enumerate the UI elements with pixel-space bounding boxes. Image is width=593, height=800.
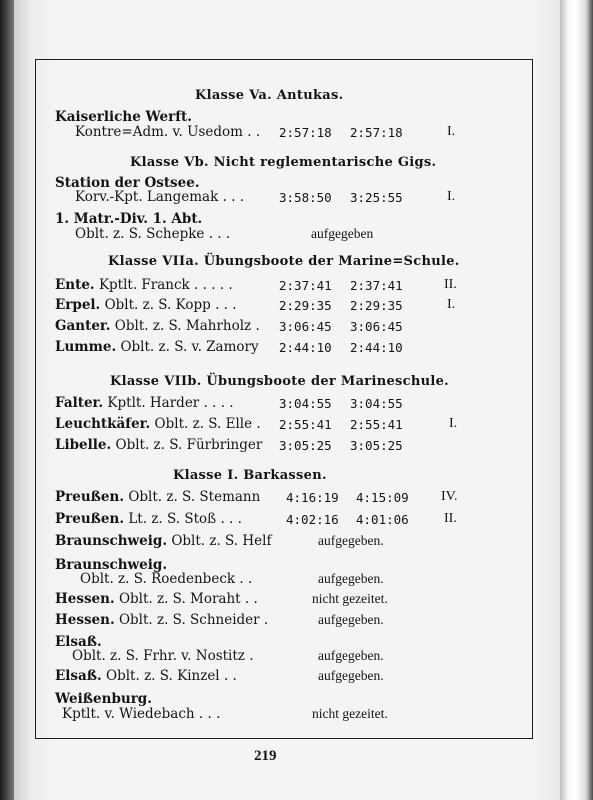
group-label: Kaiserliche Werft.: [55, 109, 192, 125]
group-label: Station der Ostsee.: [55, 175, 200, 191]
entry-name: Oblt. z. S. Frhr. v. Nostitz .: [72, 648, 254, 664]
time-elapsed: 2:55:41: [279, 417, 332, 432]
time-elapsed: 2:57:18: [279, 125, 332, 140]
status: aufgegeben.: [318, 571, 384, 586]
time-elapsed: 4:16:19: [286, 490, 339, 505]
entry-row: Lumme. Oblt. z. S. v. Zamory: [55, 339, 259, 355]
time-corrected: 3:04:55: [350, 396, 403, 411]
time-corrected: 4:01:06: [356, 512, 409, 527]
status: aufgegeben.: [318, 668, 384, 683]
boat-name: Elsaß.: [55, 634, 102, 650]
entry-name: Oblt. z. S. Roedenbeck . .: [80, 571, 253, 587]
entry-row: Elsaß. Oblt. z. S. Kinzel . .: [55, 668, 237, 684]
entry-row: Falter. Kptlt. Harder . . . .: [55, 395, 234, 411]
time-elapsed: 2:29:35: [279, 298, 332, 313]
time-elapsed: 3:58:50: [279, 190, 332, 205]
rank: II.: [444, 511, 457, 526]
entry-name: Korv.-Kpt. Langemak . . .: [75, 189, 245, 205]
rank: IV.: [441, 489, 458, 504]
entry-row: Erpel. Oblt. z. S. Kopp . . .: [55, 297, 237, 313]
time-elapsed: 3:06:45: [279, 319, 332, 334]
boat-name: Braunschweig.: [55, 557, 168, 573]
page-edge: [560, 0, 593, 800]
rank: I.: [447, 124, 456, 139]
status: aufgegeben.: [318, 648, 384, 663]
time-elapsed: 2:44:10: [279, 340, 332, 355]
time-corrected: 3:06:45: [350, 319, 403, 334]
entry-name: Kptlt. v. Wiedebach . . .: [62, 706, 221, 722]
time-corrected: 3:05:25: [350, 438, 403, 453]
time-elapsed: 4:02:16: [286, 512, 339, 527]
time-corrected: 2:29:35: [350, 298, 403, 313]
time-elapsed: 3:04:55: [279, 396, 332, 411]
section-heading-viib: Klasse VIIb. Übungsboote der Marineschule.: [110, 374, 449, 389]
group-label: 1. Matr.-Div. 1. Abt.: [55, 211, 203, 227]
section-heading-va: Klasse Va. Antukas.: [195, 88, 344, 103]
time-elapsed: 3:05:25: [279, 438, 332, 453]
section-heading-i: Klasse I. Barkassen.: [173, 468, 327, 483]
section-heading-vb: Klasse Vb. Nicht reglementarische Gigs.: [130, 155, 437, 170]
entry-row: Libelle. Oblt. z. S. Fürbringer: [55, 437, 263, 453]
boat-name: Weißenburg.: [55, 691, 152, 707]
time-corrected: 2:37:41: [350, 278, 403, 293]
status: nicht gezeitet.: [312, 706, 388, 721]
time-corrected: 2:55:41: [350, 417, 403, 432]
time-corrected: 3:25:55: [350, 190, 403, 205]
entry-name: Kontre=Adm. v. Usedom . .: [75, 124, 261, 140]
entry-row: Braunschweig. Oblt. z. S. Helf: [55, 533, 272, 549]
time-corrected: 2:44:10: [350, 340, 403, 355]
entry-row: Hessen. Oblt. z. S. Schneider .: [55, 612, 269, 628]
status: aufgegeben.: [318, 533, 384, 548]
rank: II.: [444, 277, 457, 292]
section-heading-viia: Klasse VIIa. Übungsboote der Marine=Schule.: [108, 254, 460, 269]
status: aufgegeben.: [318, 612, 384, 627]
status: nicht gezeitet.: [312, 591, 388, 606]
time-corrected: 2:57:18: [350, 125, 403, 140]
entry-name: Oblt. z. S. Schepke . . .: [75, 226, 231, 242]
status: aufgegeben: [311, 226, 374, 241]
time-corrected: 4:15:09: [356, 490, 409, 505]
entry-row: Hessen. Oblt. z. S. Moraht . .: [55, 591, 258, 607]
page-number: 219: [254, 748, 277, 764]
time-elapsed: 2:37:41: [279, 278, 332, 293]
entry-row: Ente. Kptlt. Franck . . . . .: [55, 277, 233, 293]
entry-row: Preußen. Lt. z. S. Stoß . . .: [55, 511, 242, 527]
rank: I.: [447, 297, 456, 312]
rank: I.: [447, 189, 456, 204]
entry-row: Preußen. Oblt. z. S. Stemann: [55, 489, 261, 505]
rank: I.: [449, 416, 458, 431]
entry-row: Leuchtkäfer. Oblt. z. S. Elle .: [55, 416, 261, 432]
entry-row: Ganter. Oblt. z. S. Mahrholz .: [55, 318, 260, 334]
